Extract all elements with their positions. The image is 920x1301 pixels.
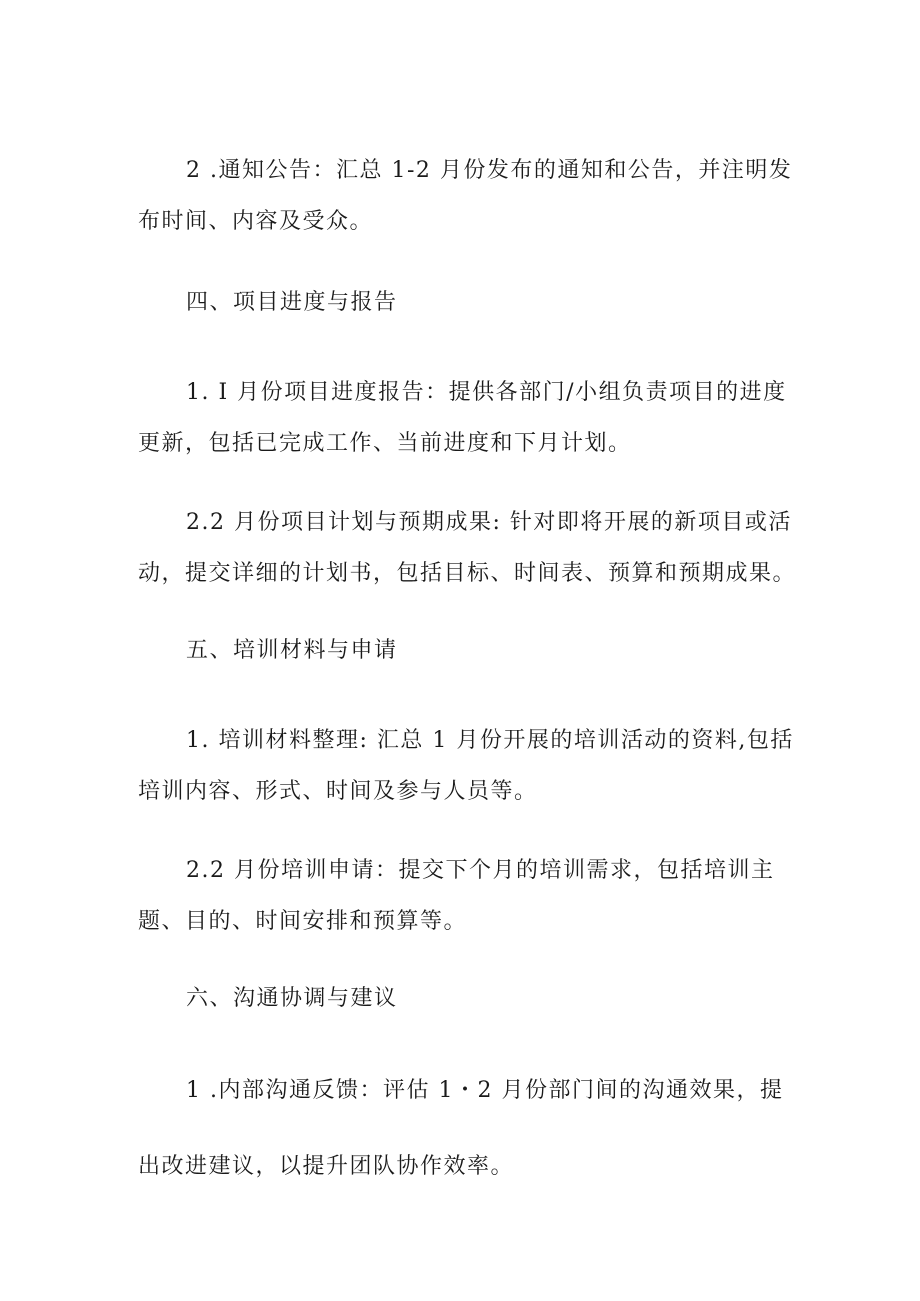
paragraph-february-project-plan xyxy=(138,497,803,599)
paragraph-text: 2.2 月份项目计划与预期成果: 针对即将开展的新项目或活动，提交详细的计划书，包括目标、时间表、预算和预期成果。 xyxy=(138,510,797,586)
paragraph-notices xyxy=(138,145,803,247)
section-heading-project-progress: 四、项目进度与报告 xyxy=(186,290,398,315)
paragraph-text: 2.2 月份培训申请：提交下个月的培训需求，包括培训主题、目的、时间安排和预算等。 xyxy=(138,858,775,934)
paragraph-training-application xyxy=(138,845,803,947)
section-heading-communication: 六、沟通协调与建议 xyxy=(186,986,398,1011)
paragraph-text: 1. I 月份项目进度报告：提供各部门/小组负责项目的进度更新，包括已完成工作、当前进度和下月计划。 xyxy=(138,380,787,456)
paragraph-training-materials xyxy=(138,715,803,817)
paragraph-text: 1. 培训材料整理: 汇总 1 月份开展的培训活动的资料,包括培训内容、形式、时间及参与人员等。 xyxy=(138,728,794,804)
section-heading-training: 五、培训材料与申请 xyxy=(186,638,398,663)
paragraph-text: 2 .通知公告：汇总 1-2 月份发布的通知和公告，并注明发布时间、内容及受众。 xyxy=(138,158,793,234)
paragraph-internal-feedback-line1: 1 .内部沟通反馈：评估 1・2 月份部门间的沟通效果，提 xyxy=(186,1078,784,1103)
paragraph-internal-feedback-line2: 出改进建议，以提升团队协作效率。 xyxy=(138,1154,515,1179)
paragraph-january-progress-report xyxy=(138,367,803,469)
